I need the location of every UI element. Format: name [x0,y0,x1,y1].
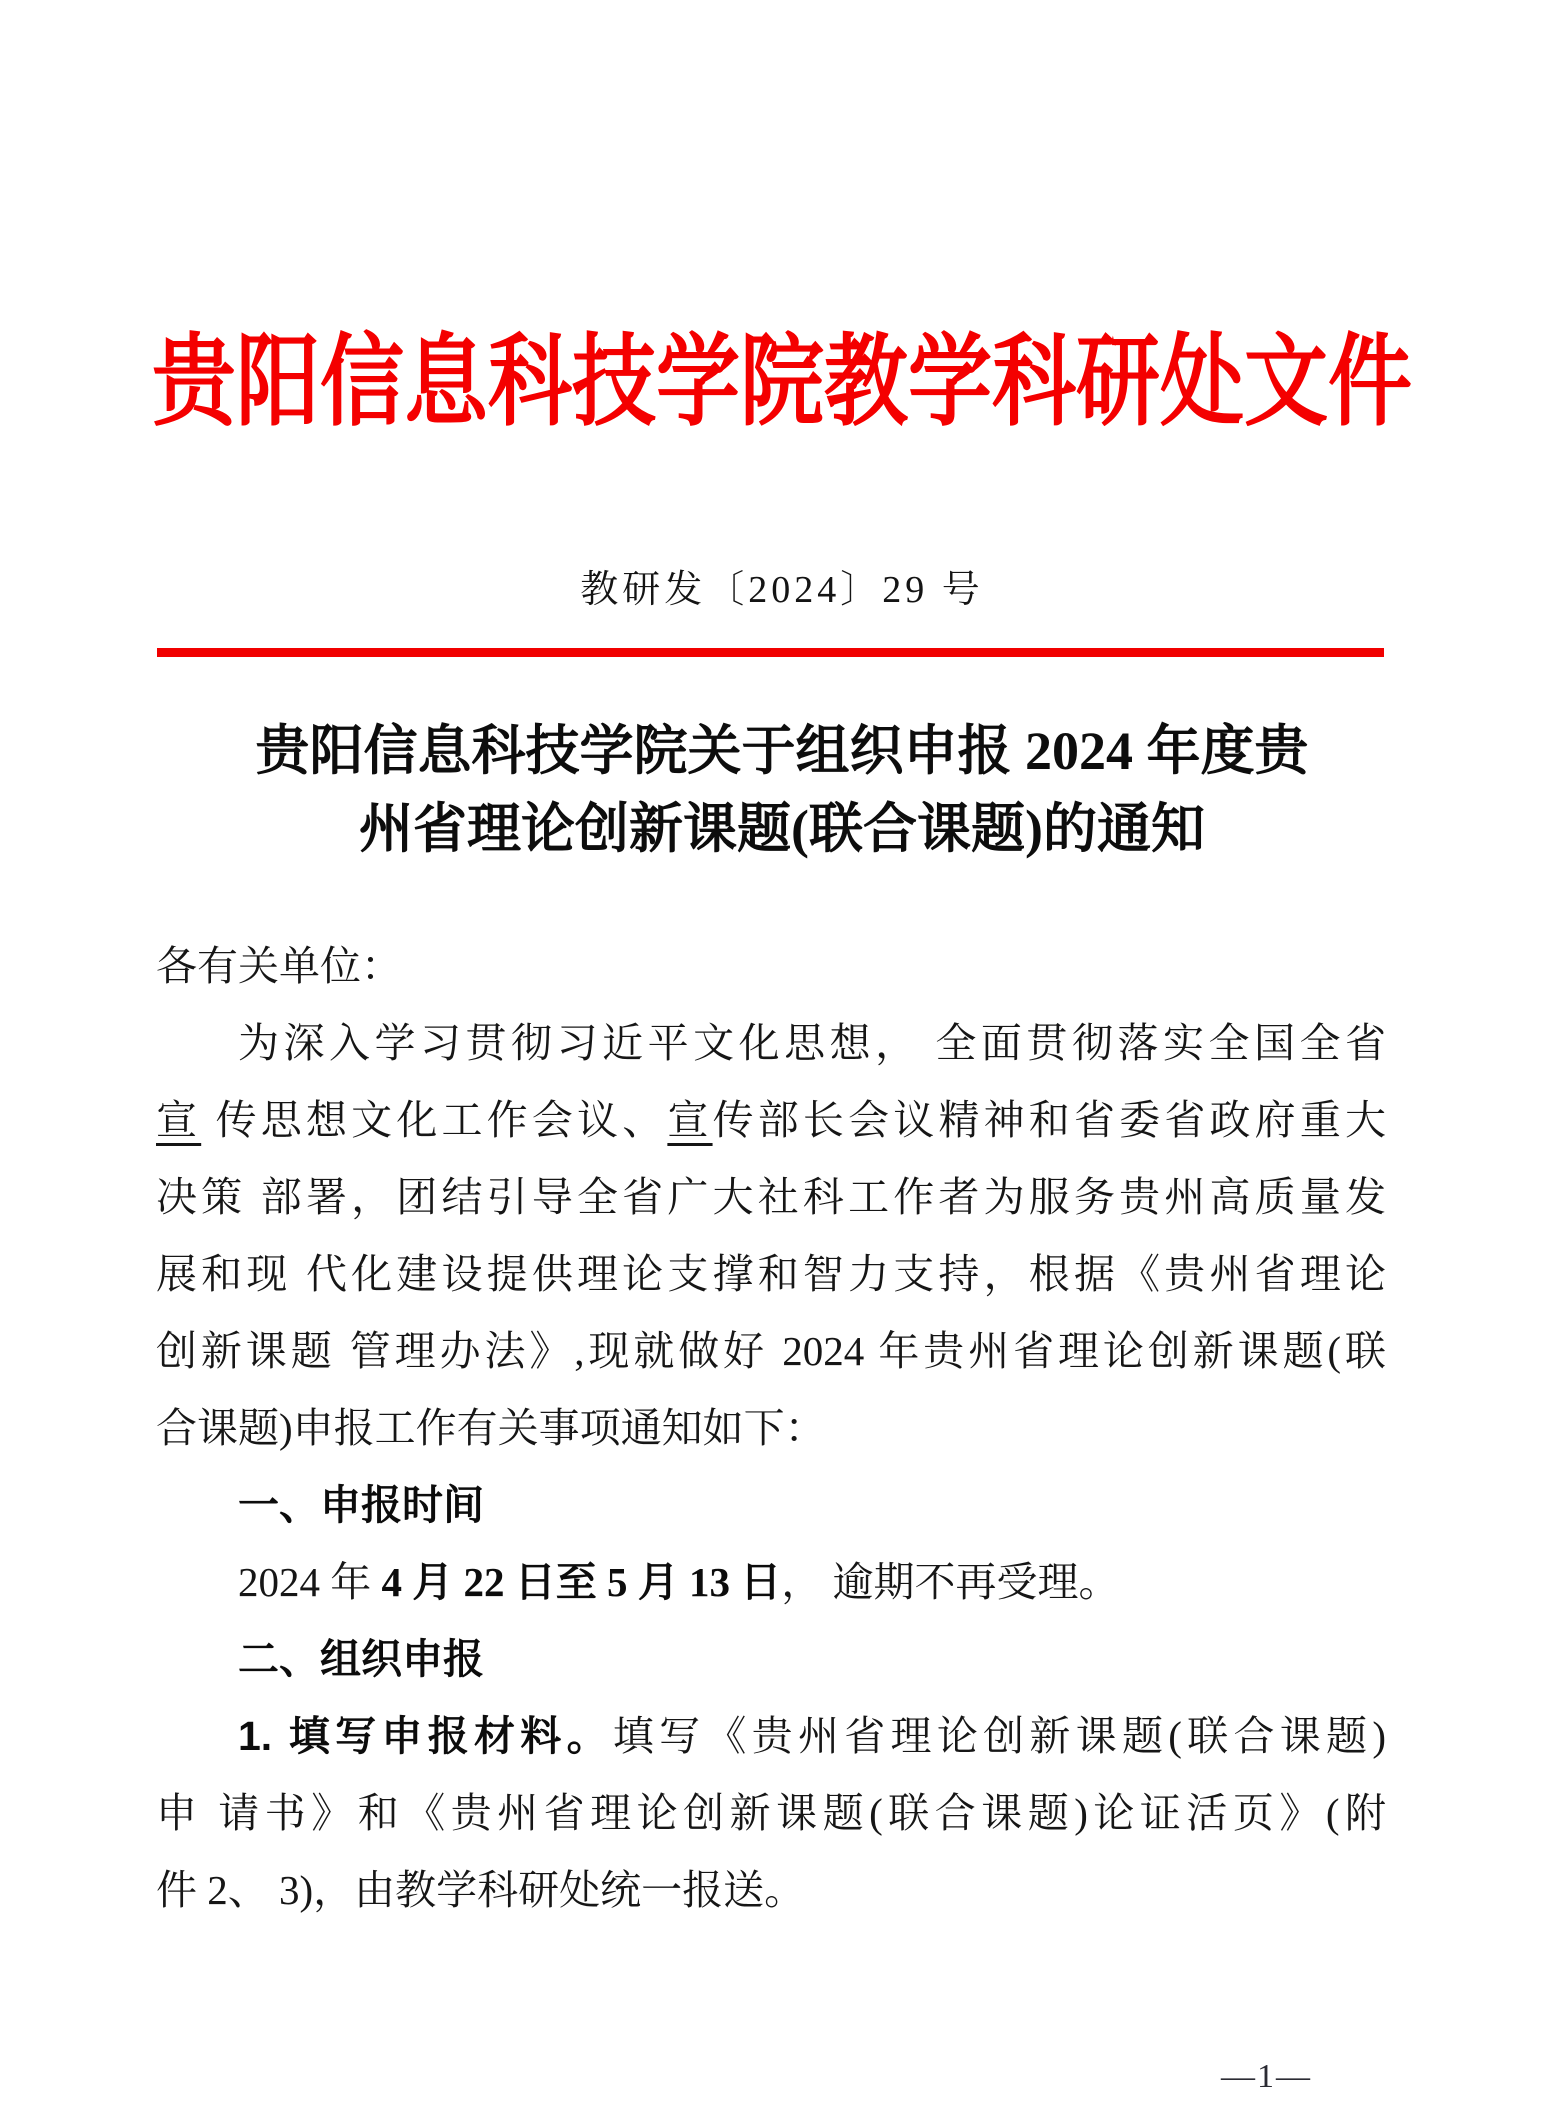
intro-line-2 [156,1082,1386,1159]
intro-line-6: 合课题)申报工作有关事项通知如下： [156,1405,826,1451]
intro-line-4: 展和现 代化建设提供理论支撑和智力支持，根据《贵州省理论 [156,1251,1386,1297]
item-1-lead-bold: 1. 填写申报材料。 [238,1713,613,1759]
section-2-item-1 [156,1698,1386,1775]
salutation: 各有关单位： [156,943,402,989]
underlined-char: 宣 [156,1097,202,1143]
date-prefix: 2024 年 [238,1559,382,1605]
intro-line-2-rest: 传部长会议精神和省委省政府重大 [712,1097,1387,1143]
page-number: —1— [1221,2058,1312,2095]
intro-line-5: 创新课题 管理办法》,现就做好 2024 年贵州省理论创新课题(联 [156,1328,1386,1374]
document-body [0,928,1564,1929]
underlined-char: 宣 [667,1097,713,1143]
section-2-item-1-line-2: 申 请书》和《贵州省理论创新课题(联合课题)论证活页》(附 [156,1790,1386,1836]
date-suffix: ， 逾期不再受理。 [781,1559,1120,1605]
notice-title [0,712,1564,868]
red-divider-rule [157,648,1384,657]
date-range-bold: 4 月 22 日至 5 月 13 日 [381,1559,782,1605]
notice-title-line-2: 州省理论创新课题(联合课题)的通知 [359,799,1205,859]
intro-line-2-mid: 传思想文化工作会议、 [201,1097,668,1143]
intro-line-3: 决策 部署，团结引导全省广大社科工作者为服务贵州高质量发 [156,1174,1386,1220]
section-2-item-1-line-3: 件 2、 3)，由教学科研处统一报送。 [156,1867,806,1913]
notice-title-line-1: 贵阳信息科技学院关于组织申报 2024 年度贵 [255,721,1309,781]
red-header-banner-title: 贵阳信息科技学院教学科研处文件 [152,327,1412,438]
section-1-date-line [156,1544,1386,1621]
section-2-heading: 二、组织申报 [238,1636,484,1682]
intro-line-1: 为深入学习贯彻习近平文化思想， 全面贯彻落实全国全省 [238,1020,1386,1066]
document-number: 教研发〔2024〕29 号 [580,569,984,611]
section-1-heading: 一、申报时间 [238,1482,484,1528]
item-1-rest: 填写《贵州省理论创新课题(联合课题) [612,1713,1386,1759]
